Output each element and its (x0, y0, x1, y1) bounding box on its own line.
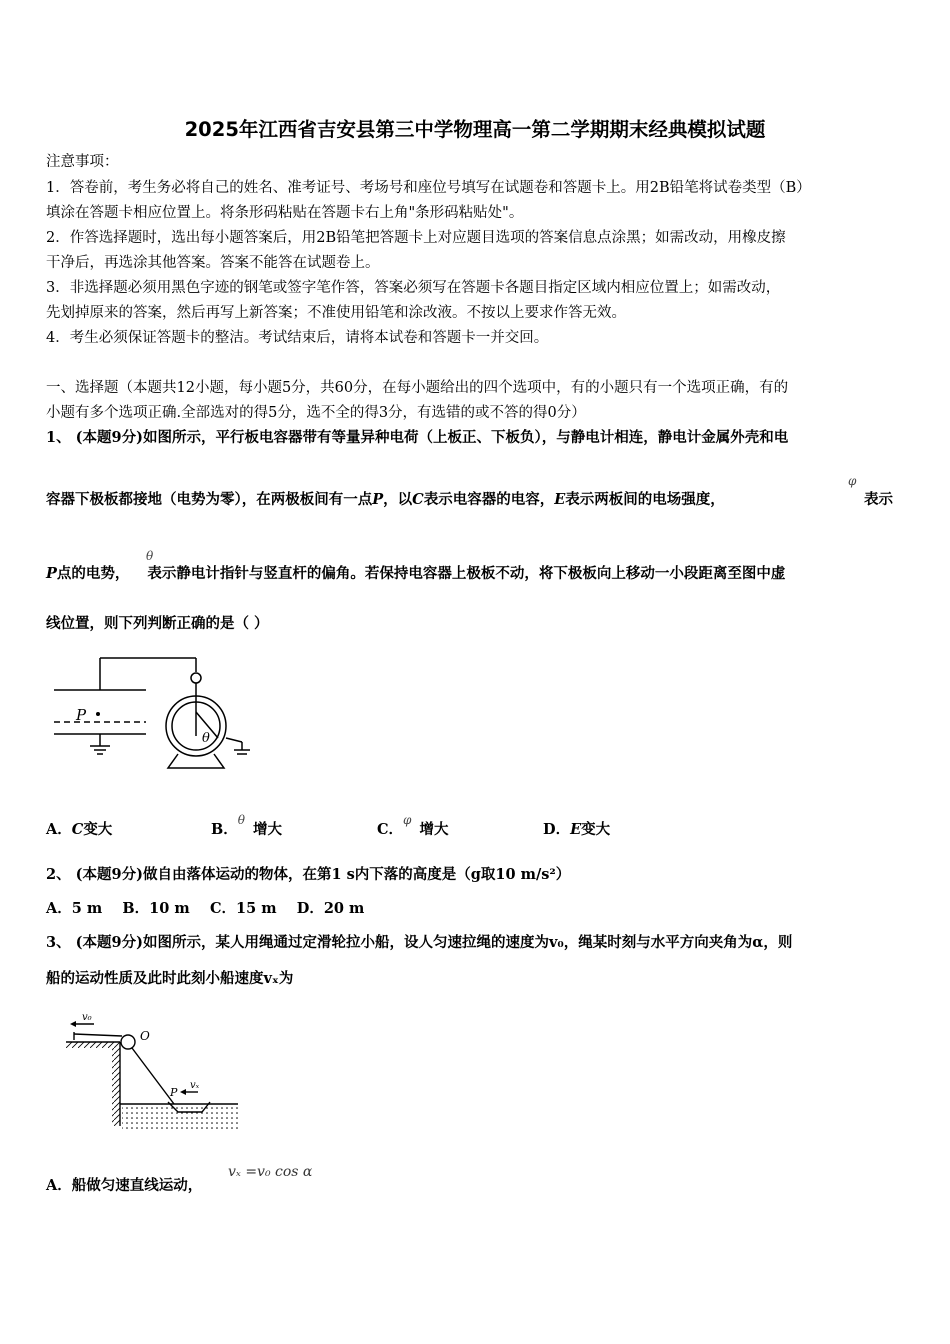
q2-stem: 2、 (本题9分)做自由落体运动的物体，在第1 s内下落的高度是（g取10 m/s²） (46, 866, 571, 883)
q1-stem-line2: 容器下极板都接地（电势为零），在两极板间有一点P，以C表示电容器的电容，E表示两板间的电场强度， (46, 491, 725, 508)
fig-label-v0: v₀ (82, 1012, 92, 1023)
notice-line: 4．考生必须保证答题卡的整洁。考试结束后，请将本试卷和答题卡一并交回。 (46, 330, 549, 346)
q1-option-c[interactable]: C．$^\varphi$增大 (377, 813, 449, 838)
fig-label-theta: θ (202, 731, 210, 746)
section-heading: 一、选择题（本题共12小题，每小题5分，共60分，在每小题给出的四个选项中，有的小题只有一个选项正确，有的 (46, 380, 789, 396)
capacitor-figure (46, 650, 260, 782)
fig-label-p: P (76, 706, 87, 724)
q3-option-a-formula: vₓ =v₀ cos α (228, 1164, 313, 1180)
q1-option-b[interactable]: B．$^\theta$增大 (211, 813, 282, 838)
pulley-boat-figure (60, 1006, 240, 1136)
page-title: 2025年江西省吉安县第三中学物理高一第二学期期末经典模拟试题 (184, 118, 766, 141)
q1-option-d[interactable]: D．E变大 (543, 821, 611, 838)
q1-option-a[interactable]: A．C变大 (46, 821, 113, 838)
q1-stem-line4: 线位置，则下列判断正确的是（ ） (46, 615, 269, 632)
q1-stem: 1、 (本题9分)如图所示，平行板电容器带有等量异种电荷（上板正、下板负），与静电计相连，静电计金属外壳和电 (46, 429, 789, 446)
notice-heading: 注意事项： (46, 154, 119, 170)
q1-stem-line3: P点的电势， 表示静电计指针与竖直杆的偏角。若保持电容器上极板不动，将下极板向上移动一小段距离至图中虚 (46, 565, 786, 582)
notice-line: 先划掉原来的答案，然后再写上新答案；不准使用铅笔和涂改液。不按以上要求作答无效。 (46, 305, 626, 321)
q3-option-a[interactable]: A．船做匀速直线运动， (46, 1177, 203, 1194)
fig-label-vx: vₓ (190, 1080, 200, 1091)
q1-stem-line2-end: 表示 (864, 491, 893, 508)
theta-symbol: θ (146, 549, 154, 563)
fig-label-p: P (170, 1086, 178, 1099)
notice-line: 1．答卷前，考生务必将自己的姓名、准考证号、考场号和座位号填写在试题卷和答题卡上。用2B铅笔将试卷类型（B） (46, 180, 811, 196)
notice-line: 3．非选择题必须用黑色字迹的钢笔或签字笔作答，答案必须写在答题卡各题目指定区域内相应位置上；如需改动， (46, 280, 781, 296)
fig-label-o: O (140, 1029, 150, 1043)
q2-options[interactable]: A．5 m B．10 m C．15 m D．20 m (46, 900, 365, 917)
notice-line: 干净后，再选涂其他答案。答案不能答在试题卷上。 (46, 255, 380, 271)
phi-symbol: φ (848, 474, 857, 488)
q3-stem-line2: 船的运动性质及此时此刻小船速度vₓ为 (46, 970, 294, 987)
notice-line: 2．作答选择题时，选出每小题答案后，用2B铅笔把答题卡上对应题目选项的答案信息点涂黑；如需改动，用橡皮擦 (46, 230, 786, 246)
section-heading: 小题有多个选项正确.全部选对的得5分，选不全的得3分，有选错的或不答的得0分） (46, 405, 586, 421)
notice-line: 填涂在答题卡相应位置上。将条形码粘贴在答题卡右上角"条形码粘贴处"。 (46, 205, 524, 221)
q3-stem: 3、 (本题9分)如图所示，某人用绳通过定滑轮拉小船，设人匀速拉绳的速度为v₀，绳某时刻与水平方向夹角为α，则 (46, 934, 793, 951)
